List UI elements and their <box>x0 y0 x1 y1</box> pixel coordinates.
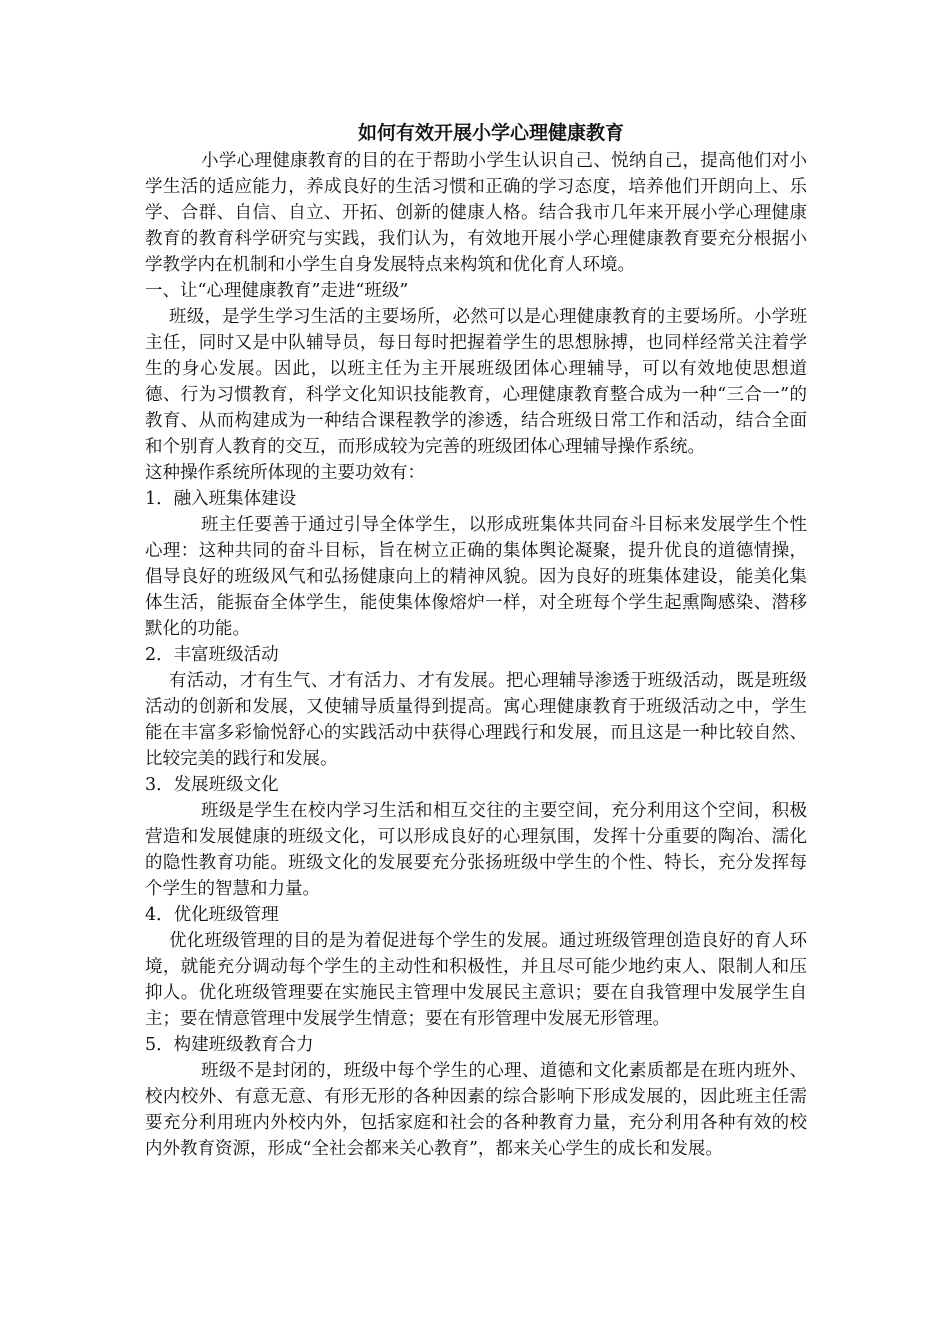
item-heading-5: 5．构建班级教育合力 <box>145 1035 314 1055</box>
item-body-2: 有活动，才有生气、才有活力、才有发展。把心理辅导渗透于班级活动，既是班级活动的创新和发展，又使辅导质量得到提高。寓心理健康教育于班级活动之中，学生能在丰富多彩愉悦舒心的实践活动中获得心理践行和发展，而且这是一种比较自然、比较完美的践行和发展。 <box>145 671 807 769</box>
item-body-4: 优化班级管理的目的是为着促进每个学生的发展。通过班级管理创造良好的育人环境，就能充分调动每个学生的主动性和积极性，并且尽可能少地约束人、限制人和压抑人。优化班级管理要在实施民主管理中发展民主意识；要在自我管理中发展学生自主；要在情意管理中发展学生情意；要在有形管理中发展无形管理。 <box>145 931 807 1029</box>
item-heading-4: 4．优化班级管理 <box>145 905 279 925</box>
section-heading-1: 一、让“心理健康教育”走进“班级” <box>145 281 409 301</box>
effects-lead: 这种操作系统所体现的主要功效有： <box>145 463 425 483</box>
item-body-1: 班主任要善于通过引导全体学生，以形成班集体共同奋斗目标来发展学生个性心理：这种共同的奋斗目标，旨在树立正确的集体舆论凝聚，提升优良的道德情操，倡导良好的班级风气和弘扬健康向上的精神风貌。因为良好的班集体建设，能美化集体生活，能振奋全体学生，能使集体像熔炉一样，对全班每个学生起熏陶感染、潜移默化的功能。 <box>145 515 807 639</box>
item-body-5: 班级不是封闭的，班级中每个学生的心理、道德和文化素质都是在班内班外、校内校外、有意无意、有形无形的各种因素的综合影响下形成发展的，因此班主任需要充分利用班内外校内外，包括家庭和社会的各种教育力量，充分利用各种有效的校内外教育资源，形成“全社会都来关心教育”，都来关心学生的成长和发展。 <box>145 1061 807 1159</box>
document-title: 如何有效开展小学心理健康教育 <box>357 122 624 144</box>
intro-paragraph: 小学心理健康教育的目的在于帮助小学生认识自己、悦纳自己，提高他们对小学生活的适应能力，养成良好的生活习惯和正确的学习态度，培养他们开朗向上、乐学、合群、自信、自立、开拓、创新的健康人格。结合我市几年来开展小学心理健康教育的教育科学研究与实践，我们认为，有效地开展小学心理健康教育要充分根据小学教学内在机制和小学生自身发展特点来构筑和优化育人环境。 <box>145 151 807 275</box>
item-heading-1: 1．融入班集体建设 <box>145 489 297 509</box>
item-heading-3: 3．发展班级文化 <box>145 775 279 795</box>
document-page <box>145 118 807 1162</box>
section-body-1: 班级，是学生学习生活的主要场所，必然可以是心理健康教育的主要场所。小学班主任，同时又是中队辅导员，每日每时把握着学生的思想脉搏，也同样经常关注着学生的身心发展。因此，以班主任为主开展班级团体心理辅导，可以有效地使思想道德、行为习惯教育，科学文化知识技能教育，心理健康教育整合成为一种“三合一”的教育、从而构建成为一种结合课程教学的渗透，结合班级日常工作和活动，结合全面和个别育人教育的交互，而形成较为完善的班级团体心理辅导操作系统。 <box>145 307 807 457</box>
item-heading-2: 2．丰富班级活动 <box>145 645 279 665</box>
item-body-3: 班级是学生在校内学习生活和相互交往的主要空间，充分利用这个空间，积极营造和发展健康的班级文化，可以形成良好的心理氛围，发挥十分重要的陶冶、濡化的隐性教育功能。班级文化的发展要充分张扬班级中学生的个性、特长，充分发挥每个学生的智慧和力量。 <box>145 801 807 899</box>
